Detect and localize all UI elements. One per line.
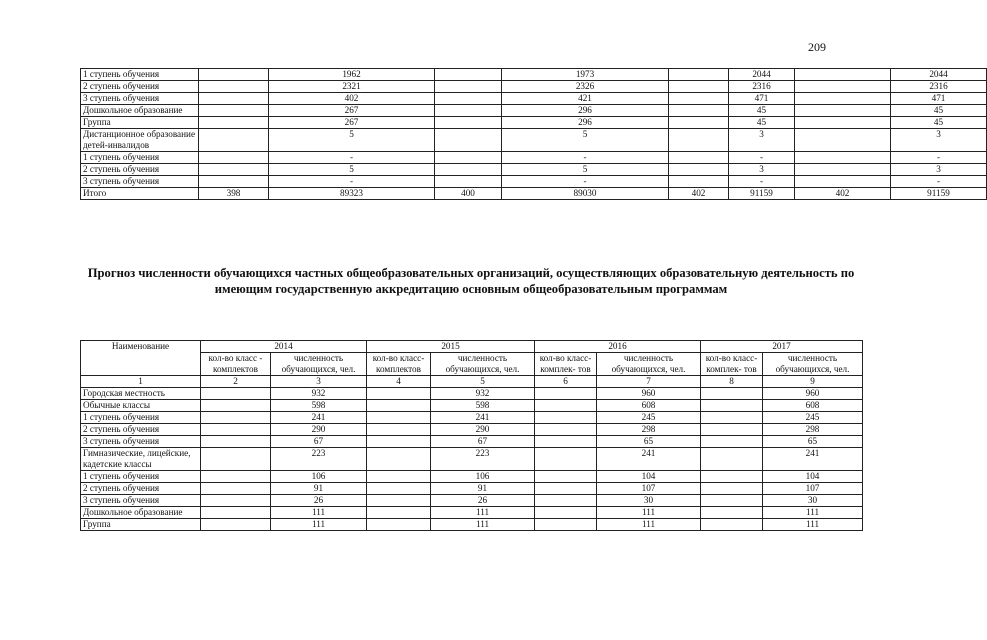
table-cell <box>199 69 269 81</box>
table-cell: 2044 <box>729 69 795 81</box>
table-cell <box>535 400 597 412</box>
table-cell: 3 <box>891 164 987 176</box>
table-row <box>81 81 987 93</box>
table-cell <box>535 448 597 471</box>
table-cell: - <box>502 152 669 164</box>
row-label: Дистанционное образование детей-инвалидов <box>81 129 199 152</box>
header-sub: кол-во класс - комплектов <box>201 353 271 376</box>
table-cell <box>535 471 597 483</box>
table-cell: 111 <box>431 519 535 531</box>
table-cell <box>367 400 431 412</box>
row-label: 3 ступень обучения <box>81 436 201 448</box>
row-label: Городская местность <box>81 388 201 400</box>
table-row <box>81 519 863 531</box>
table-row <box>81 188 987 200</box>
table-cell: - <box>891 152 987 164</box>
table-cell: 421 <box>502 93 669 105</box>
header-name: Наименование <box>81 341 201 376</box>
table-cell: 91159 <box>729 188 795 200</box>
row-label: Гимназические, лицейские, кадетские классы <box>81 448 201 471</box>
table-cell: 290 <box>271 424 367 436</box>
table-row <box>81 483 863 495</box>
row-label: 3 ступень обучения <box>81 495 201 507</box>
table-cell: 2326 <box>502 81 669 93</box>
table-cell: 241 <box>271 412 367 424</box>
table-cell: - <box>891 176 987 188</box>
header-year-2017: 2017 <box>701 341 863 353</box>
row-label: Группа <box>81 117 199 129</box>
table-cell <box>435 164 502 176</box>
table-cell: 608 <box>763 400 863 412</box>
row-label: 2 ступень обучения <box>81 483 201 495</box>
table-cell: 298 <box>763 424 863 436</box>
table-cell <box>701 448 763 471</box>
col-number: 5 <box>431 376 535 388</box>
row-label: Группа <box>81 519 201 531</box>
table-cell <box>367 471 431 483</box>
table-cell: 111 <box>271 507 367 519</box>
table-cell <box>535 424 597 436</box>
table-continuation-body <box>81 69 987 200</box>
table-cell: 245 <box>597 412 701 424</box>
forecast-table-body <box>81 388 863 531</box>
header-year-2016: 2016 <box>535 341 701 353</box>
row-label: 3 ступень обучения <box>81 93 199 105</box>
row-label: 3 ступень обучения <box>81 176 199 188</box>
table-cell: 223 <box>431 448 535 471</box>
table-cell: 3 <box>729 164 795 176</box>
table-row <box>81 436 863 448</box>
table-cell: 1962 <box>269 69 435 81</box>
row-label: 1 ступень обучения <box>81 69 199 81</box>
header-sub: численность обучающихся, чел. <box>431 353 535 376</box>
table-cell <box>701 507 763 519</box>
table-cell: 30 <box>763 495 863 507</box>
table-cell <box>669 81 729 93</box>
table-cell <box>669 93 729 105</box>
table-cell <box>701 436 763 448</box>
row-label: 2 ступень обучения <box>81 164 199 176</box>
table-cell: 298 <box>597 424 701 436</box>
table-cell <box>701 519 763 531</box>
table-cell: 402 <box>669 188 729 200</box>
header-row-years <box>81 341 863 353</box>
table-cell <box>199 152 269 164</box>
table-cell: 290 <box>431 424 535 436</box>
table-row <box>81 105 987 117</box>
page-number: 209 <box>808 40 826 54</box>
table-cell <box>669 152 729 164</box>
row-label: 2 ступень обучения <box>81 424 201 436</box>
table-cell <box>201 436 271 448</box>
col-number: 2 <box>201 376 271 388</box>
table-cell: 45 <box>729 105 795 117</box>
table-cell: 91159 <box>891 188 987 200</box>
table-cell <box>535 483 597 495</box>
table-cell: 241 <box>597 448 701 471</box>
table-cell <box>201 519 271 531</box>
table-row <box>81 495 863 507</box>
table-cell: 241 <box>431 412 535 424</box>
table-cell <box>201 412 271 424</box>
row-label: 1 ступень обучения <box>81 152 199 164</box>
table-cell <box>701 495 763 507</box>
table-cell: 67 <box>431 436 535 448</box>
table-row <box>81 69 987 81</box>
table-cell <box>669 117 729 129</box>
table-cell: - <box>729 152 795 164</box>
table-cell: 296 <box>502 105 669 117</box>
table-cell <box>435 176 502 188</box>
table-cell: 5 <box>269 129 435 152</box>
table-cell: 2044 <box>891 69 987 81</box>
table-cell <box>795 81 891 93</box>
col-number: 3 <box>271 376 367 388</box>
row-label: 2 ступень обучения <box>81 81 199 93</box>
table-cell <box>367 448 431 471</box>
table-cell: 398 <box>199 188 269 200</box>
header-year-2014: 2014 <box>201 341 367 353</box>
table-cell: 3 <box>891 129 987 152</box>
table-row <box>81 400 863 412</box>
row-label: Дошкольное образование <box>81 507 201 519</box>
table-cell <box>367 436 431 448</box>
table-cell <box>201 424 271 436</box>
table-cell <box>795 152 891 164</box>
table-cell: 402 <box>269 93 435 105</box>
table-cell <box>535 495 597 507</box>
table-cell: 45 <box>891 117 987 129</box>
table-cell <box>535 519 597 531</box>
header-sub: численность обучающихся, чел. <box>271 353 367 376</box>
table-cell <box>669 176 729 188</box>
table-cell <box>795 117 891 129</box>
table-cell: 245 <box>763 412 863 424</box>
table-cell <box>201 483 271 495</box>
header-year-2015: 2015 <box>367 341 535 353</box>
table-cell <box>669 69 729 81</box>
table-cell: 598 <box>271 400 367 412</box>
table-cell: 89030 <box>502 188 669 200</box>
table-cell: 111 <box>763 519 863 531</box>
table-cell <box>367 507 431 519</box>
table-cell <box>795 176 891 188</box>
table-row <box>81 448 863 471</box>
table-cell <box>795 105 891 117</box>
table-cell: 932 <box>431 388 535 400</box>
header-sub: численность обучающихся, чел. <box>597 353 701 376</box>
table-cell <box>535 436 597 448</box>
table-row <box>81 129 987 152</box>
table-cell: 107 <box>597 483 701 495</box>
table-cell: 30 <box>597 495 701 507</box>
table-cell: 104 <box>597 471 701 483</box>
table-cell <box>199 129 269 152</box>
table-cell: 67 <box>271 436 367 448</box>
table-row <box>81 424 863 436</box>
table-cell <box>199 176 269 188</box>
table-cell: 45 <box>729 117 795 129</box>
table-cell <box>199 81 269 93</box>
table-cell: 5 <box>502 129 669 152</box>
table-cell <box>367 519 431 531</box>
table-cell: 241 <box>763 448 863 471</box>
table-cell: 5 <box>502 164 669 176</box>
table-cell <box>201 448 271 471</box>
table-cell: 3 <box>729 129 795 152</box>
table-cell: 296 <box>502 117 669 129</box>
table-cell: 65 <box>763 436 863 448</box>
table-cell: 111 <box>271 519 367 531</box>
col-number: 7 <box>597 376 701 388</box>
table-cell: 111 <box>597 507 701 519</box>
table-cell <box>795 164 891 176</box>
table-cell: 400 <box>435 188 502 200</box>
table-cell <box>701 483 763 495</box>
table-cell <box>367 424 431 436</box>
table-cell <box>201 400 271 412</box>
table-cell: 26 <box>431 495 535 507</box>
row-label: Итого <box>81 188 199 200</box>
table-cell: 106 <box>431 471 535 483</box>
table-cell <box>435 69 502 81</box>
table-cell <box>701 400 763 412</box>
table-cell: 111 <box>763 507 863 519</box>
header-sub: кол-во класс- комплек- тов <box>701 353 763 376</box>
table-cell: 89323 <box>269 188 435 200</box>
table-cell: 111 <box>431 507 535 519</box>
table-cell: - <box>269 176 435 188</box>
table-cell: 608 <box>597 400 701 412</box>
table-row <box>81 507 863 519</box>
table-cell <box>199 164 269 176</box>
table-cell: 65 <box>597 436 701 448</box>
table-cell: 45 <box>891 105 987 117</box>
table-row <box>81 93 987 105</box>
table-cell: 1973 <box>502 69 669 81</box>
table-cell: 471 <box>891 93 987 105</box>
table-cell <box>795 93 891 105</box>
table-cell: 223 <box>271 448 367 471</box>
table-cell: 5 <box>269 164 435 176</box>
table-row <box>81 152 987 164</box>
table-cell: 107 <box>763 483 863 495</box>
table-cell: 402 <box>795 188 891 200</box>
table-cell: 471 <box>729 93 795 105</box>
table-cell <box>367 388 431 400</box>
table-cell: 2321 <box>269 81 435 93</box>
table-cell: 104 <box>763 471 863 483</box>
table-cell: 91 <box>431 483 535 495</box>
table-cell: 111 <box>597 519 701 531</box>
table-row <box>81 117 987 129</box>
table-cell <box>199 105 269 117</box>
table-cell <box>669 129 729 152</box>
table-cell <box>435 129 502 152</box>
col-number: 8 <box>701 376 763 388</box>
table-cell: 267 <box>269 105 435 117</box>
table-row <box>81 164 987 176</box>
table-cell <box>669 105 729 117</box>
table-cell <box>795 129 891 152</box>
table-cell <box>535 412 597 424</box>
table-cell <box>435 117 502 129</box>
table-cell <box>669 164 729 176</box>
table-cell: 2316 <box>729 81 795 93</box>
table-cell <box>199 117 269 129</box>
table-cell: - <box>729 176 795 188</box>
table-cell <box>701 412 763 424</box>
header-sub: численность обучающихся, чел. <box>763 353 863 376</box>
table-cell <box>201 471 271 483</box>
table-cell <box>199 93 269 105</box>
table-cell <box>201 507 271 519</box>
table-cell <box>367 412 431 424</box>
table-cell: 106 <box>271 471 367 483</box>
forecast-table <box>80 340 863 531</box>
table-cell <box>435 105 502 117</box>
table-row <box>81 388 863 400</box>
header-sub: кол-во класс- комплектов <box>367 353 431 376</box>
table-cell: 91 <box>271 483 367 495</box>
table-cell <box>795 69 891 81</box>
table-cell <box>367 483 431 495</box>
header-sub: кол-во класс- комплек- тов <box>535 353 597 376</box>
table-cell <box>535 388 597 400</box>
table-cell: - <box>502 176 669 188</box>
table-cell: 2316 <box>891 81 987 93</box>
row-label: Обычные классы <box>81 400 201 412</box>
table-cell <box>701 388 763 400</box>
table-cell <box>435 93 502 105</box>
table-cell: 26 <box>271 495 367 507</box>
table-cell: - <box>269 152 435 164</box>
table-cell: 960 <box>763 388 863 400</box>
col-number: 6 <box>535 376 597 388</box>
header-row-numbers <box>81 376 863 388</box>
col-number: 4 <box>367 376 431 388</box>
row-label: 1 ступень обучения <box>81 412 201 424</box>
table-row <box>81 471 863 483</box>
col-number: 1 <box>81 376 201 388</box>
table-cell <box>535 507 597 519</box>
row-label: 1 ступень обучения <box>81 471 201 483</box>
table-cell <box>367 495 431 507</box>
table-cell: 960 <box>597 388 701 400</box>
table-cell: 267 <box>269 117 435 129</box>
table-cell <box>701 424 763 436</box>
table-cell <box>201 495 271 507</box>
table-cell <box>435 81 502 93</box>
col-number: 9 <box>763 376 863 388</box>
table-cell <box>701 471 763 483</box>
table-cell: 932 <box>271 388 367 400</box>
table-row <box>81 412 863 424</box>
section-title: Прогноз численности обучающихся частных общеобразовательных организаций, осуществляющих образовательную деятельность по имеющим государственную аккредитацию основным общеобразовательным программам <box>87 266 855 296</box>
table-cell <box>201 388 271 400</box>
row-label: Дошкольное образование <box>81 105 199 117</box>
table-continuation <box>80 68 987 200</box>
table-cell: 598 <box>431 400 535 412</box>
table-cell <box>435 152 502 164</box>
table-row <box>81 176 987 188</box>
